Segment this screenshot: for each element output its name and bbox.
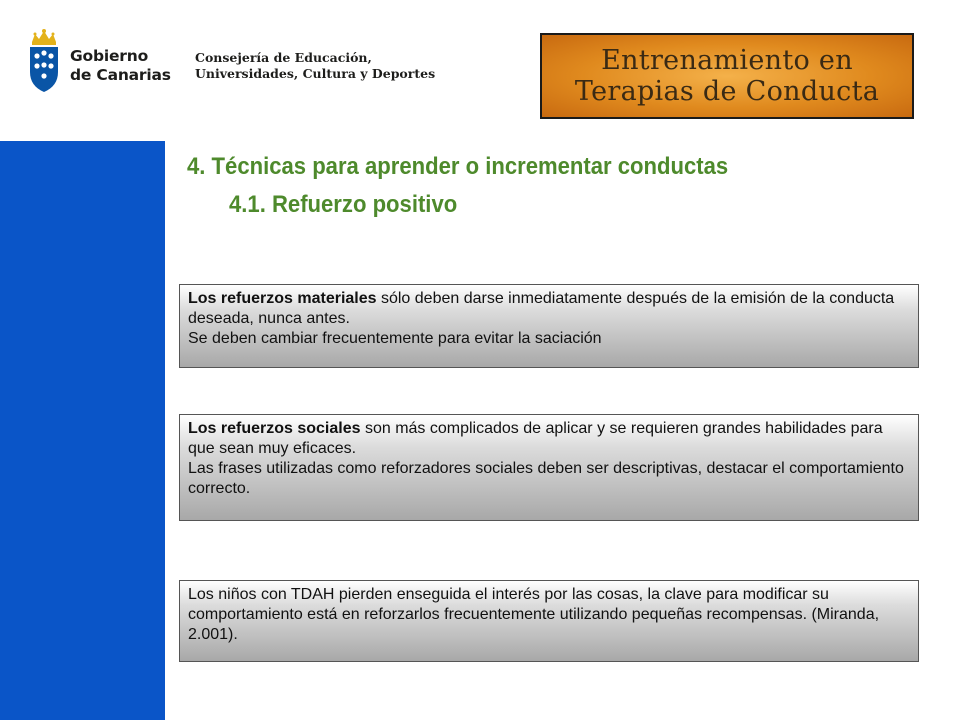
ministry-line-1: Consejería de Educación,: [195, 50, 372, 65]
logo-line-1: Gobierno: [70, 47, 149, 65]
box-paragraph: Las frases utilizadas como reforzadores sociales deben ser descriptivas, destacar el comportamiento correcto.: [188, 460, 904, 497]
ministry-name: [195, 50, 435, 82]
tdah-note-box: [179, 580, 919, 662]
ministry-line-2: Universidades, Cultura y Deportes: [195, 66, 436, 81]
box-bold-lead: Los refuerzos materiales: [188, 290, 377, 307]
course-banner: [540, 33, 914, 119]
box-text: sólo deben darse inmediatamente después de la emisión de la conducta deseada, nunca antes.: [188, 290, 895, 327]
box-paragraph: [188, 419, 910, 459]
banner-line-1: Entrenamiento en: [601, 45, 853, 76]
section-title: 4. Técnicas para aprender o incrementar conductas: [187, 153, 729, 180]
box-paragraph: [188, 289, 910, 329]
box-paragraph: Los niños con TDAH pierden enseguida el interés por las cosas, la clave para modificar su comportamiento está en reforzarlos frecuentemente utilizando pequeñas recompensas. (Miranda, 2.001).: [188, 586, 880, 643]
section-subtitle: 4.1. Refuerzo positivo: [229, 191, 458, 218]
logo-wordmark: [70, 47, 171, 85]
social-reinforcers-box: [179, 414, 919, 521]
box-bold-lead: Los refuerzos sociales: [188, 420, 361, 437]
banner-line-2: Terapias de Conducta: [574, 76, 880, 107]
logo-line-2: de Canarias: [70, 66, 171, 84]
material-reinforcers-box: [179, 284, 919, 368]
box-text: son más complicados de aplicar y se requieren grandes habilidades para que sean muy eficaces.: [188, 420, 883, 457]
side-bar: [0, 141, 165, 720]
box-paragraph: Se deben cambiar frecuentemente para evitar la saciación: [188, 330, 602, 347]
